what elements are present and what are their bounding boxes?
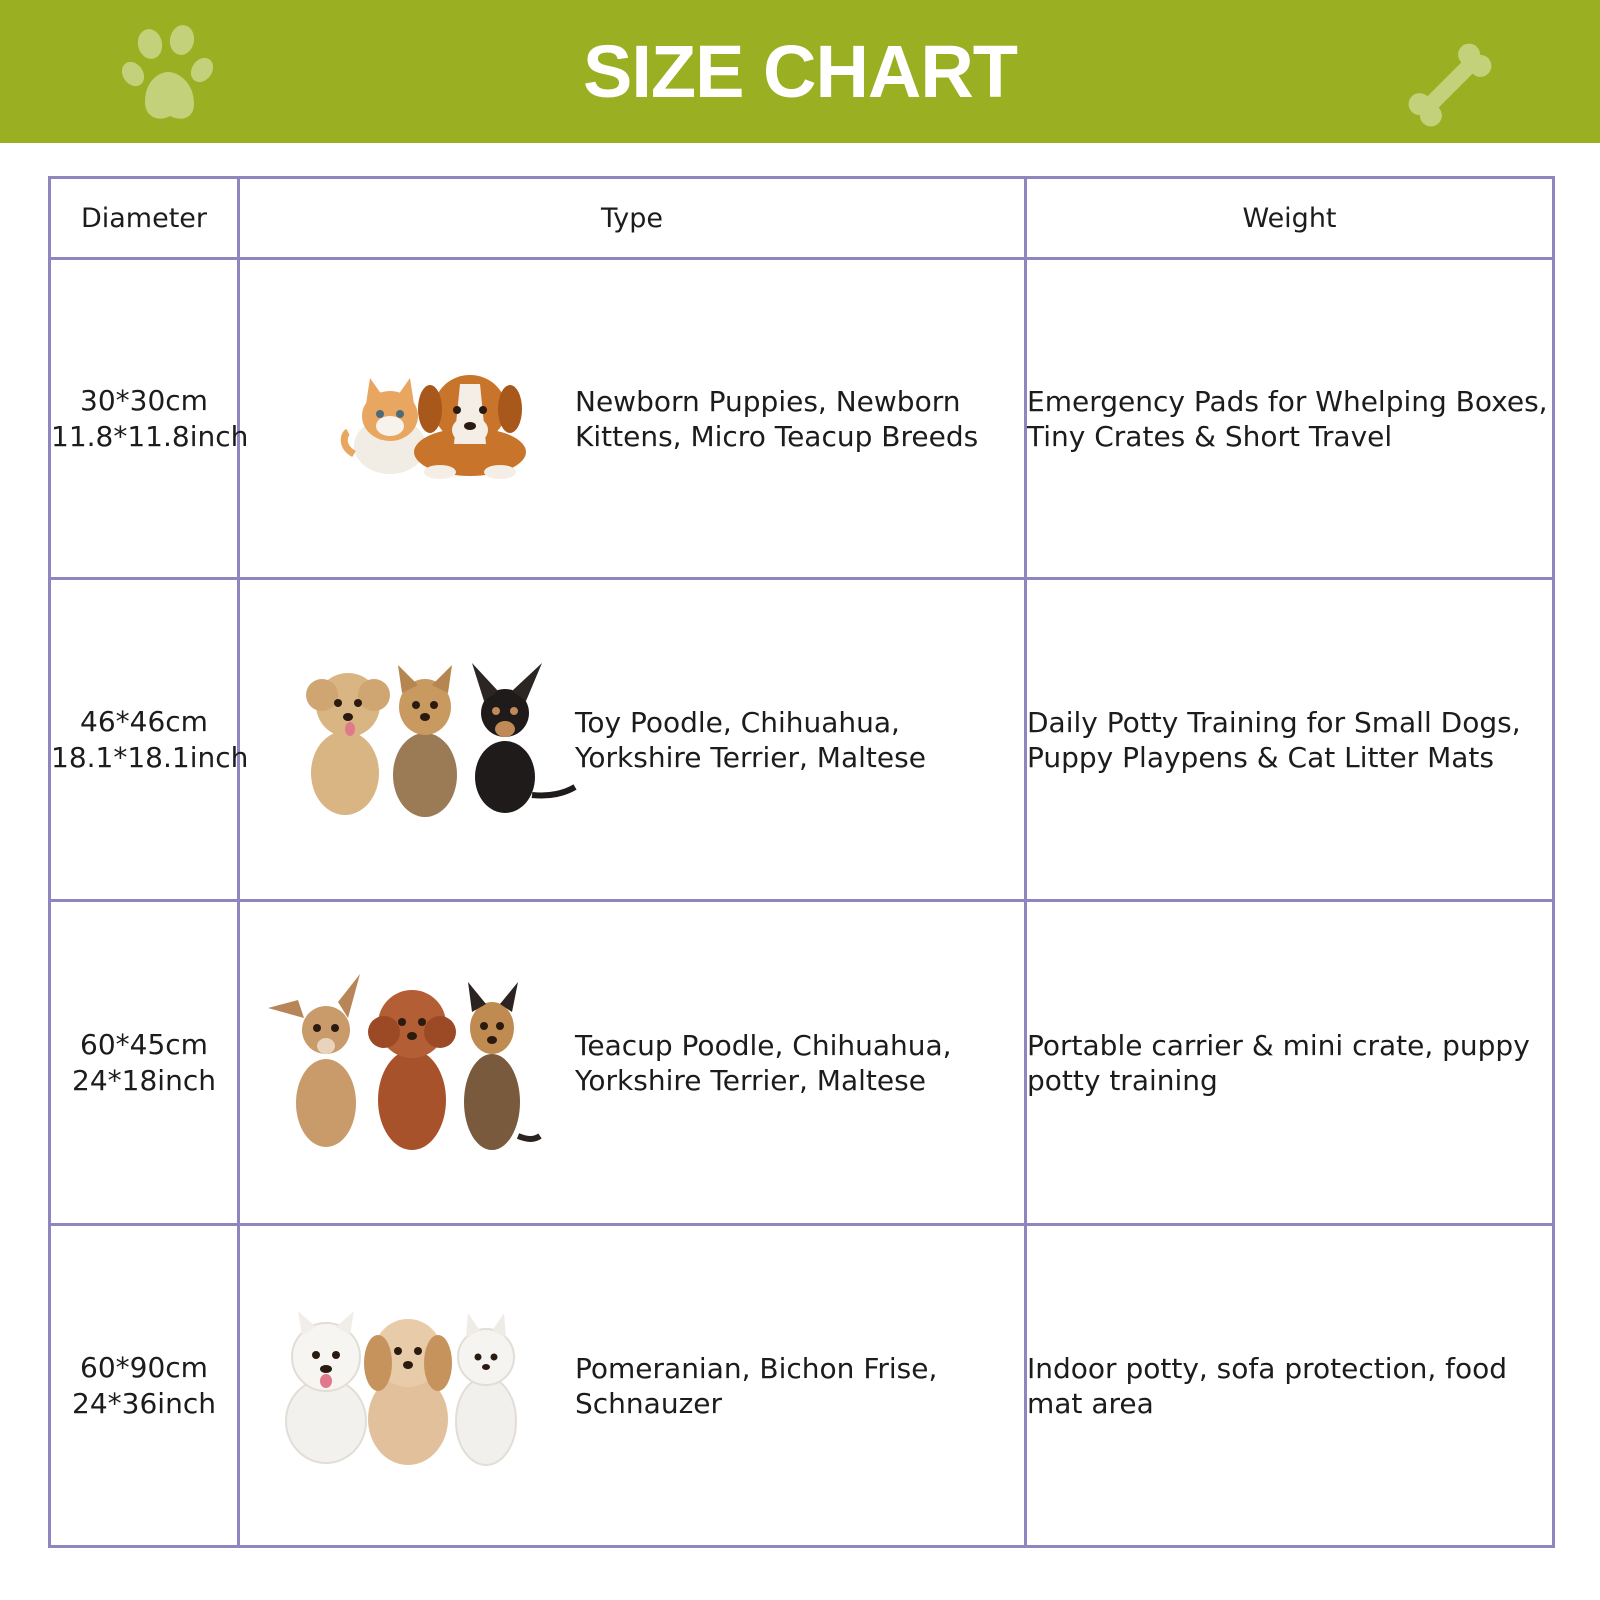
type-cell (239, 579, 1026, 901)
column-header-type: Type (239, 178, 1026, 259)
size-inch: 11.8*11.8inch (51, 419, 249, 453)
weight-cell: Portable carrier & mini crate, puppy potty training (1026, 901, 1554, 1225)
header-banner (0, 0, 1600, 143)
column-header-diameter: Diameter (50, 178, 239, 259)
three-small-dogs-photo (280, 655, 580, 825)
table-row (50, 579, 1554, 901)
diameter-cell (50, 579, 249, 901)
size-inch: 24*36inch (72, 1386, 216, 1420)
size-cm: 46*46cm (80, 704, 208, 738)
size-cm: 60*90cm (80, 1350, 208, 1384)
size-cm: 60*45cm (80, 1027, 208, 1061)
weight-cell: Emergency Pads for Whelping Boxes, Tiny Crates & Short Travel (1026, 259, 1554, 579)
type-cell (239, 901, 1026, 1225)
type-text: Pomeranian, Bichon Frise, Schnauzer (575, 1351, 938, 1420)
kitten-and-puppy-photo (300, 354, 590, 484)
weight-cell: Daily Potty Training for Small Dogs, Puppy Playpens & Cat Litter Mats (1026, 579, 1554, 901)
type-cell (239, 1225, 1026, 1547)
dog-bone-icon (1395, 30, 1505, 140)
weight-cell: Indoor potty, sofa protection, food mat area (1026, 1225, 1554, 1547)
type-text: Newborn Puppies, Newborn Kittens, Micro Teacup Breeds (575, 384, 979, 453)
column-header-weight: Weight (1026, 178, 1554, 259)
size-cm: 30*30cm (80, 383, 208, 417)
three-white-dogs-photo (266, 1301, 536, 1471)
type-text: Teacup Poodle, Chihuahua, Yorkshire Terrier, Maltese (575, 1028, 952, 1097)
table-row (50, 259, 1554, 579)
diameter-cell (50, 901, 239, 1225)
size-inch: 18.1*18.1inch (51, 740, 249, 774)
type-cell (239, 259, 1026, 579)
table-row (50, 1225, 1554, 1547)
diameter-cell (50, 1225, 239, 1547)
size-inch: 24*18inch (72, 1063, 216, 1097)
type-text: Toy Poodle, Chihuahua, Yorkshire Terrier, Maltese (575, 705, 926, 774)
size-chart-table (48, 176, 1555, 1548)
page-title: SIZE CHART (583, 30, 1017, 113)
table-header-row (50, 178, 1554, 259)
diameter-cell (50, 259, 249, 579)
chihuahua-poodle-yorkie-photo (264, 968, 544, 1158)
table-row (50, 901, 1554, 1225)
